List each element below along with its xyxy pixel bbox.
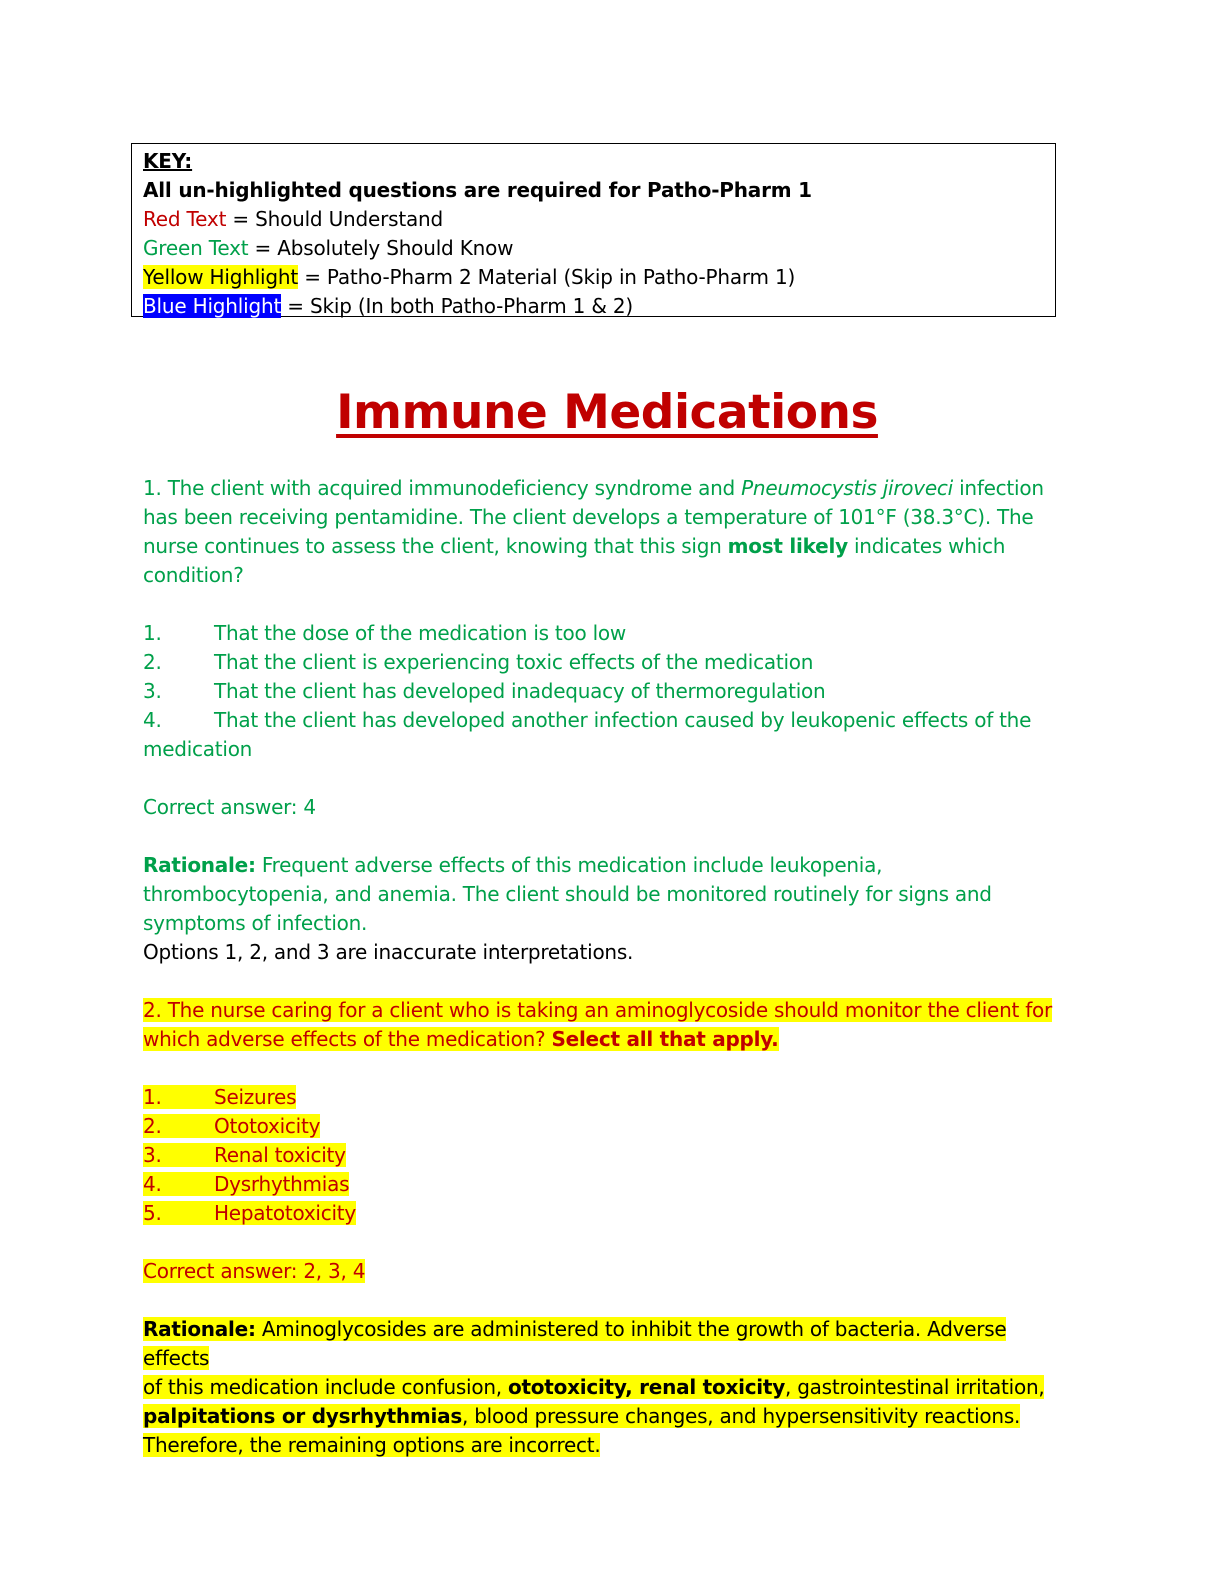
q2-stem <box>143 996 1073 1054</box>
key-box <box>131 143 1056 317</box>
key-heading: KEY: <box>143 149 193 173</box>
q1-stem-part2: infection has been receiving pentamidine. The client develops a temperature of 101°F (38.3°C). The nurse continues to assess the client, knowing that this sign <box>143 476 1044 558</box>
q2-stem-bold: Select all that apply. <box>551 1027 779 1051</box>
q2-option-2 <box>143 1112 1073 1141</box>
option-number: 4. <box>143 1172 162 1196</box>
q2-rationale-line2c: , gastrointestinal irritation, <box>785 1375 1045 1399</box>
q2-answer <box>143 1257 1073 1286</box>
q1-stem-part1: 1. The client with acquired immunodeficiency syndrome and <box>143 476 742 500</box>
option-text: That the client has developed another infection caused by leukopenic effects of the medication <box>143 708 1032 761</box>
q2-rationale-line2a: of this medication include confusion, <box>143 1375 508 1399</box>
key-red-label: Red Text <box>143 207 227 231</box>
key-green-line <box>143 234 1045 263</box>
option-number: 2. <box>143 650 162 674</box>
q2-rationale-line3a: palpitations or dysrhythmias <box>143 1404 463 1428</box>
q1-stem-part3: indicates which condition? <box>143 534 1006 587</box>
key-blue-desc: = Skip (In both Patho-Pharm 1 & 2) <box>281 294 634 318</box>
key-red-line <box>143 205 1045 234</box>
q2-options <box>143 1083 1073 1228</box>
q2-rationale-label: Rationale: <box>143 1317 256 1341</box>
q1-option-4 <box>143 706 1073 764</box>
questions-content <box>143 474 1073 1460</box>
q1-stem <box>143 474 1073 590</box>
q2-answer-text: Correct answer: 2, 3, 4 <box>143 1259 366 1283</box>
q1-option-3 <box>143 677 1073 706</box>
key-green-label: Green Text <box>143 236 249 260</box>
q1-rationale-green: Frequent adverse effects of this medication include leukopenia, thrombocytopenia, and anemia. The client should be monitored routinely for signs and symptoms of infection. <box>143 853 992 935</box>
q1-option-2 <box>143 648 1073 677</box>
q2-rationale-line1: Aminoglycosides are administered to inhibit the growth of bacteria. Adverse effects <box>143 1317 1007 1370</box>
option-number: 1. <box>143 621 162 645</box>
q2-stem-line1: 2. The nurse caring for a client who is taking an aminoglycoside should monitor the client for <box>143 998 1052 1022</box>
q2-rationale <box>143 1315 1073 1460</box>
q2-stem-line2: which adverse effects of the medication? <box>143 1027 552 1051</box>
option-text: Seizures <box>214 1085 297 1109</box>
option-text: That the dose of the medication is too low <box>214 621 626 645</box>
q1-stem-bold: most likely <box>727 534 848 558</box>
q2-option-5 <box>143 1199 1073 1228</box>
q1-answer: Correct answer: 4 <box>143 795 316 819</box>
option-number: 3. <box>143 1143 162 1167</box>
option-number: 4. <box>143 708 162 732</box>
q1-stem-italic: Pneumocystis jiroveci <box>741 476 953 500</box>
key-yellow-label: Yellow Highlight <box>143 265 299 289</box>
option-text: Renal toxicity <box>214 1143 346 1167</box>
option-number: 5. <box>143 1201 162 1225</box>
page-title: Immune Medications <box>336 385 878 440</box>
option-text: Dysrhythmias <box>214 1172 350 1196</box>
option-number: 3. <box>143 679 162 703</box>
q2-rationale-line2b: ototoxicity, renal toxicity <box>508 1375 786 1399</box>
q2-rationale-line3b: , blood pressure changes, and hypersensitivity reactions. <box>462 1404 1021 1428</box>
key-required-note: All un-highlighted questions are required for Patho-Pharm 1 <box>143 178 812 202</box>
key-yellow-line <box>143 263 1045 292</box>
option-text: That the client is experiencing toxic effects of the medication <box>214 650 814 674</box>
q1-option-1 <box>143 619 1073 648</box>
q1-rationale-black: Options 1, 2, and 3 are inaccurate interpretations. <box>143 940 634 964</box>
option-text: Ototoxicity <box>214 1114 321 1138</box>
option-number: 2. <box>143 1114 162 1138</box>
key-yellow-desc: = Patho-Pharm 2 Material (Skip in Patho-Pharm 1) <box>298 265 796 289</box>
key-red-desc: = Should Understand <box>226 207 444 231</box>
q2-option-1 <box>143 1083 1073 1112</box>
q2-option-3 <box>143 1141 1073 1170</box>
key-blue-line <box>143 292 1045 321</box>
key-blue-label: Blue Highlight <box>143 294 282 318</box>
option-text: That the client has developed inadequacy of thermoregulation <box>214 679 826 703</box>
q1-rationale <box>143 851 1073 967</box>
q1-options <box>143 619 1073 764</box>
key-green-desc: = Absolutely Should Know <box>248 236 514 260</box>
q2-option-4 <box>143 1170 1073 1199</box>
option-text: Hepatotoxicity <box>214 1201 356 1225</box>
q2-rationale-line4: Therefore, the remaining options are incorrect. <box>143 1433 601 1457</box>
option-number: 1. <box>143 1085 162 1109</box>
q1-rationale-label: Rationale: <box>143 853 256 877</box>
